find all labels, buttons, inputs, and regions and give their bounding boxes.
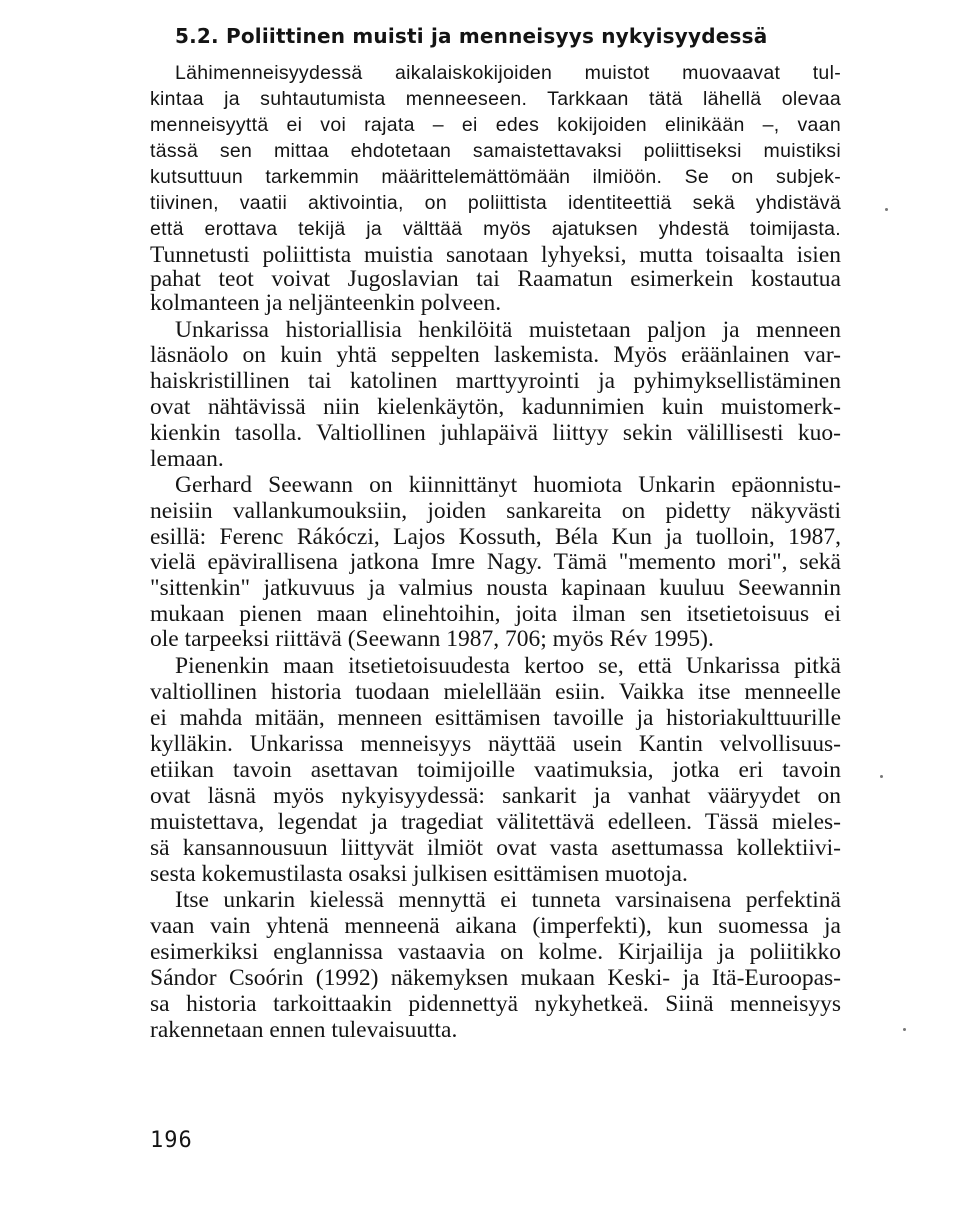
text-line: mukaan pienen maan elinehtoihin, joita ilman sen itsetietoisuus ei: [150, 601, 841, 627]
text-line: rakennetaan ennen tulevaisuutta.: [150, 1017, 458, 1043]
text-line: läsnäolo on kuin yhtä seppelten laskemista. Myös eräänlainen var-: [150, 342, 841, 368]
text-line: esimerkiksi englannissa vastaavia on kolme. Kirjailija ja poliitikko: [150, 939, 841, 965]
text-line: sesta kokemustilasta osaksi julkisen esittämisen muotoja.: [150, 861, 688, 887]
text-line: neisiin vallankumouksiin, joiden sankareita on pidetty näkyvästi: [150, 498, 841, 524]
text-line: ei mahda mitään, menneen esittämisen tavoille ja historiakulttuurille: [150, 705, 841, 731]
text-line: "sittenkin" jatkuvuus ja valmius nousta kapinaan kuuluu Seewannin: [150, 575, 841, 601]
page-number: 196: [150, 1128, 193, 1153]
scan-speck: [885, 208, 888, 211]
text-line: vielä epävirallisena jatkona Imre Nagy. Tämä "memento mori", sekä: [150, 549, 841, 575]
text-line: haiskristillinen tai katolinen marttyyrointi ja pyhimyksellistäminen: [150, 368, 841, 394]
text-line: valtiollinen historia tuodaan mielellään esiin. Vaikka itse menneelle: [150, 679, 841, 705]
text-line: sa historia tarkoittaakin pidennettyä nykyhetkeä. Siinä menneisyys: [150, 991, 841, 1017]
text-line: Itse unkarin kielessä mennyttä ei tunneta varsinaisena perfektinä: [175, 887, 841, 913]
text-line: Sándor Csoórin (1992) näkemyksen mukaan Keski- ja Itä-Euroopas-: [150, 965, 841, 991]
section-heading: 5.2. Poliittinen muisti ja menneisyys nykyisyydessä: [175, 24, 768, 48]
text-line: että erottava tekijä ja välttää myös ajatuksen yhdestä toimijasta.: [150, 218, 841, 240]
text-line: sä kansannousuun liittyvät ilmiöt ovat vasta asettumassa kollektiivi-: [150, 835, 841, 861]
text-line: Unkarissa historiallisia henkilöitä muistetaan paljon ja menneen: [175, 317, 841, 343]
text-line: ole tarpeeksi riittävä (Seewann 1987, 706; myös Rév 1995).: [150, 626, 714, 652]
text-line: menneisyyttä ei voi rajata – ei edes kokijoiden elinikään –, vaan: [150, 114, 841, 136]
text-line: kolmanteen ja neljänteenkin polveen.: [150, 290, 502, 316]
text-line: kienkin tasolla. Valtiollinen juhlapäivä liittyy sekin välillisesti kuo-: [150, 420, 841, 446]
text-line: vaan vain yhtenä menneenä aikana (imperfekti), kun suomessa ja: [150, 913, 841, 939]
scan-speck: [903, 1028, 906, 1031]
text-line: ovat läsnä myös nykyisyydessä: sankarit ja vanhat vääryydet on: [150, 783, 841, 809]
text-line: Pienenkin maan itsetietoisuudesta kertoo se, että Unkarissa pitkä: [175, 653, 841, 679]
text-line: ovat nähtävissä niin kielenkäytön, kadunnimien kuin muistomerk-: [150, 394, 841, 420]
text-line: kylläkin. Unkarissa menneisyys näyttää usein Kantin velvollisuus-: [150, 731, 841, 757]
text-line: kutsuttuun tarkemmin määrittelemättömään ilmiöön. Se on subjek-: [150, 166, 841, 188]
text-line: kintaa ja suhtautumista menneeseen. Tarkkaan tätä lähellä olevaa: [150, 88, 841, 110]
text-line: esillä: Ferenc Rákóczi, Lajos Kossuth, Béla Kun ja tuolloin, 1987,: [150, 524, 841, 550]
text-line: Lähimenneisyydessä aikalaiskokijoiden muistot muovaavat tul-: [175, 62, 841, 84]
text-line: etiikan tavoin asettavan toimijoille vaatimuksia, jotka eri tavoin: [150, 757, 841, 783]
text-line: tässä sen mittaa ehdotetaan samaistettavaksi poliittiseksi muistiksi: [150, 140, 841, 162]
scan-speck: [880, 775, 883, 778]
text-line: Gerhard Seewann on kiinnittänyt huomiota Unkarin epäonnistu-: [175, 472, 841, 498]
text-line: lemaan.: [150, 446, 224, 472]
text-line: muistettava, legendat ja tragediat välitettävä edelleen. Tässä mieles-: [150, 809, 841, 835]
text-line: Tunnetusti poliittista muistia sanotaan lyhyeksi, mutta toisaalta isien: [150, 242, 841, 268]
text-line: tiivinen, vaatii aktivointia, on poliittista identiteettiä sekä yhdistävä: [150, 192, 841, 214]
text-line: pahat teot voivat Jugoslavian tai Raamatun esimerkein kostautua: [150, 266, 841, 292]
